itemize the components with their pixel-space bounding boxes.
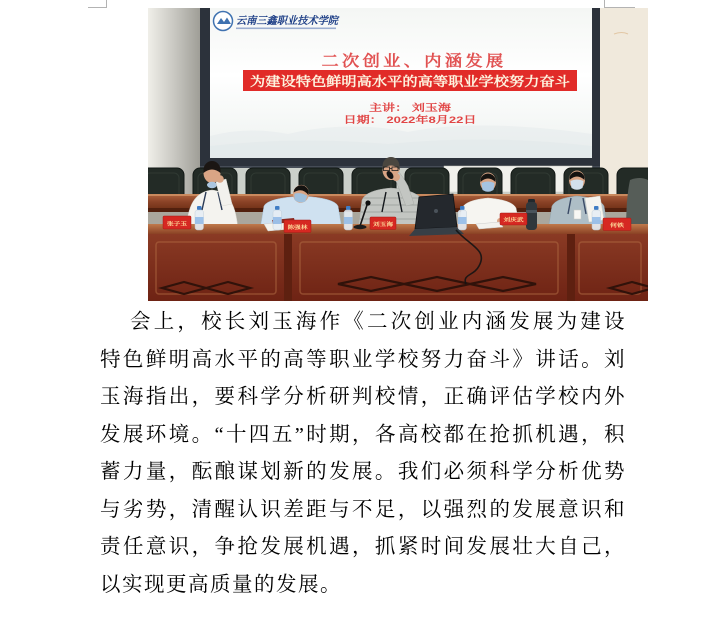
name-plate-text: 何铁 <box>610 223 621 229</box>
name-plate <box>163 216 191 229</box>
badge <box>574 210 581 219</box>
table-border-corner-right <box>604 0 635 8</box>
article-line: 玉海指出，要科学分析研判校情，正确评估学校内外 <box>100 386 626 408</box>
slide-banner-text: 为建设特色鲜明高水平的高等职业学校努力奋斗 <box>250 74 570 89</box>
slide-title: 二次创业、内涵发展 <box>321 53 489 70</box>
table-border-corner-left <box>88 0 107 8</box>
thermos <box>526 199 537 230</box>
name-plate-text: 刘玉海 <box>373 222 389 228</box>
article-line: 以实现更高质量的发展。 <box>100 573 342 596</box>
conference-table <box>148 224 648 301</box>
slide-banner <box>243 70 577 91</box>
logo-english-subline <box>236 28 336 30</box>
article-line: 责任意识，争抢发展机遇，抓紧时间发展壮大自己， <box>100 536 626 558</box>
meeting-photo <box>148 8 648 301</box>
name-plate-text: 陈强林 <box>287 225 304 231</box>
name-plate <box>500 213 527 225</box>
article-line: 与劣势，清醒认识差距与不足，以强烈的发展意识和 <box>100 498 626 521</box>
name-plate <box>603 218 631 231</box>
slide-date-line: 日期： 2022年8月22日 <box>343 115 441 126</box>
article-line: 会上，校长刘玉海作《二次创业内涵发展为建设 <box>130 311 626 333</box>
college-logo-text: 云南三鑫职业技术学院 <box>236 15 341 27</box>
article-line: 特色鲜明高水平的高等职业学校努力奋斗》讲话。刘 <box>100 348 626 371</box>
name-plate-text: 刘庆武 <box>503 217 520 224</box>
projection-screen <box>200 8 600 168</box>
name-plate <box>284 220 311 233</box>
article-line: 发展环境。“十四五”时期，各高校都在抢抓机遇，积 <box>100 423 626 446</box>
name-plate-text: 张子玉 <box>167 221 183 228</box>
slide-speaker-line: 主讲： 刘玉海 <box>369 103 429 114</box>
name-plate <box>370 217 396 230</box>
article-paragraph <box>100 304 626 604</box>
article-line: 蓄力量，酝酿谋划新的发展。我们必须科学分析优势 <box>100 461 626 483</box>
